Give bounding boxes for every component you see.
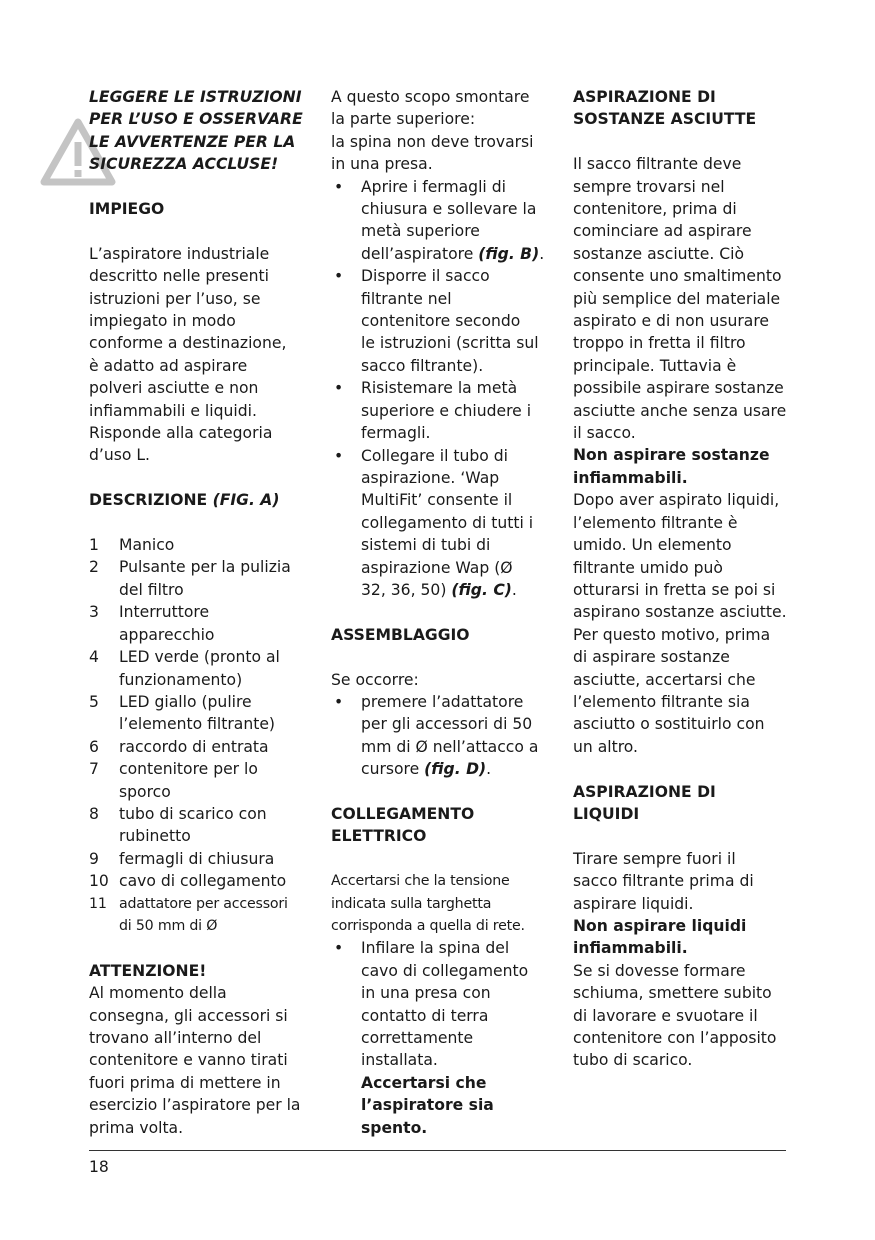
- bullet-item: • Risistemare la metà superiore e chiudere i fermagli.: [331, 377, 553, 444]
- heading-attenzione: ATTENZIONE!: [89, 961, 207, 980]
- page-number: 18: [89, 1158, 109, 1176]
- list-item: 3 Interruttore apparecchio: [89, 603, 215, 644]
- accertarsi-paragraph: Accertarsi che la tensione indicata sulla targhetta corrisponda a quella di rete.: [331, 873, 525, 934]
- footer-rule: [89, 1150, 786, 1151]
- bullet-item: • Aprire i fermagli di chiusura e sollevare la metà superiore dell’aspiratore (fig. B).: [331, 176, 553, 266]
- list-item: 4 LED verde (pronto al funzionamento): [89, 648, 280, 689]
- warning-no-infiammabili: Non aspirare sostanze infiammabili.: [573, 446, 770, 487]
- attenzione-paragraph: Al momento della consegna, gli accessori si trovano all’interno del contenitore e vanno tirati fuori prima di mettere in esercizio l’aspiratore per la prima volta.: [89, 984, 301, 1137]
- column-middle: [331, 86, 553, 1139]
- list-item: 9 fermagli di chiusura: [89, 849, 275, 868]
- list-item: 11 adattatore per accessori di 50 mm di Ø: [89, 895, 288, 934]
- list-item: 8 tubo di scarico con rubinetto: [89, 804, 267, 846]
- list-item: 5 LED giallo (pulire l’elemento filtrante): [89, 692, 275, 734]
- warning-no-liquidi: Non aspirare liquidi infiammabili.: [573, 916, 747, 958]
- heading-aspirazione-asciutte: ASPIRAZIONE DI SOSTANZE ASCIUTTE: [573, 88, 757, 129]
- list-item: 6 raccordo di entrata: [89, 737, 269, 756]
- impiego-paragraph: L’aspiratore industriale descritto nelle presenti istruzioni per l’uso, se impiegato in modo conforme a destinazione, è adatto ad aspirare polveri asciutte e non infiammabili e liquidi. Risponde alla categoria d’uso L.: [89, 244, 287, 465]
- liquidi-paragraph: Tirare sempre fuori il sacco filtrante prima di aspirare liquidi.: [573, 849, 754, 913]
- dopo-paragraph: Dopo aver aspirato liquidi, l’elemento filtrante è umido. Un elemento filtrante umido può otturarsi in fretta se poi si aspirano sostanze asciutte. Per questo motivo, prima di aspirare sostanze asciutte, accertarsi che l’elemento filtrante sia asciutto o sostituirlo con un altro.: [573, 491, 787, 756]
- heading-descrizione: DESCRIZIONE (FIG. A): [89, 491, 280, 510]
- intro-paragraph: A questo scopo smontare la parte superiore: la spina non deve trovarsi in una presa.: [331, 88, 534, 174]
- bullet-item: • Disporre il sacco filtrante nel contenitore secondo le istruzioni (scritta sul sacco filtrante).: [331, 265, 553, 377]
- heading-aspirazione-liquidi: ASPIRAZIONE DI LIQUIDI: [573, 782, 716, 823]
- list-item: 2 Pulsante per la pulizia del filtro: [89, 558, 291, 599]
- se-occorre-text: Se occorre:: [331, 670, 419, 689]
- bullet-item: • Infilare la spina del cavo di collegamento in una presa con contatto di terra correttamente installata. Accertarsi che l’aspiratore sia spento.: [331, 937, 553, 1139]
- safety-warning: LEGGERE LE ISTRUZIONI PER L’USO E OSSERVARE LE AVVERTENZE PER LA SICUREZZA ACCLUSE!: [89, 88, 303, 174]
- list-item: 10 cavo di collegamento: [89, 872, 287, 891]
- heading-assemblaggio: ASSEMBLAGGIO: [331, 625, 470, 644]
- heading-collegamento-elettrico: COLLEGAMENTO ELETTRICO: [331, 804, 475, 846]
- list-item: 7 contenitore per lo sporco: [89, 760, 258, 801]
- list-item: 1 Manico: [89, 536, 175, 555]
- heading-impiego: IMPIEGO: [89, 200, 165, 219]
- asciutte-paragraph: Il sacco filtrante deve sempre trovarsi nel contenitore, prima di cominciare ad aspirare sostanze asciutte. Ciò consente uno smaltimento più semplice del materiale aspirato e di non usurare troppo in fretta il filtro principale. Tuttavia è possibile aspirare sostanze asciutte anche senza usare il sacco.: [573, 155, 787, 443]
- parts-list: [89, 534, 311, 937]
- schiuma-paragraph: Se si dovesse formare schiuma, smettere subito di lavorare e svuotare il contenitore con l’apposito tubo di scarico.: [573, 961, 777, 1070]
- column-left: [89, 86, 311, 1139]
- bullet-item: • premere l’adattatore per gli accessori di 50 mm di Ø nell’attacco a cursore (fig. D).: [331, 691, 553, 781]
- column-right: [573, 86, 795, 1072]
- bullet-item: • Collegare il tubo di aspirazione. ‘Wap MultiFit’ consente il collegamento di tutti i sistemi di tubi di aspirazione Wap (Ø 32, 36, 50) (fig. C).: [331, 445, 553, 602]
